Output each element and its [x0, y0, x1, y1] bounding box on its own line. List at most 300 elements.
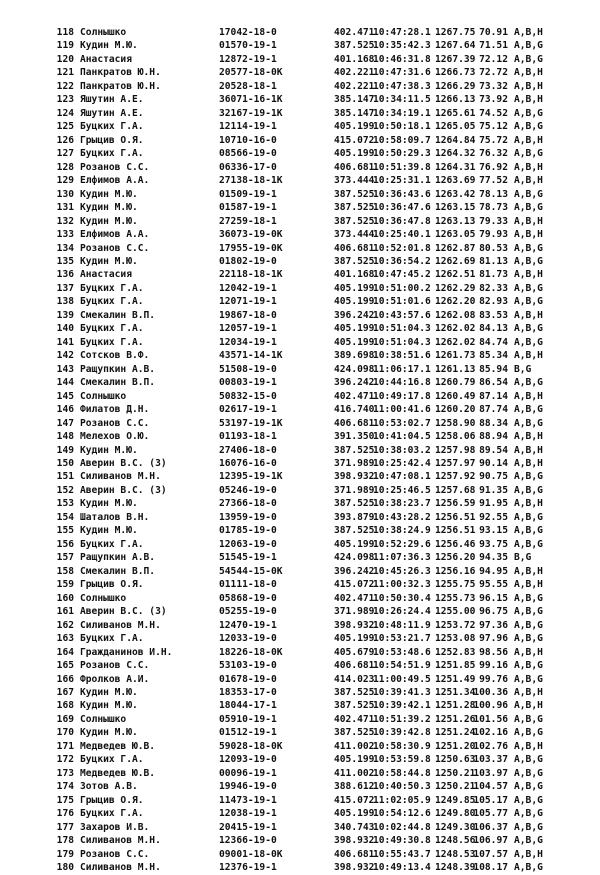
- row-distance: 398.932: [334, 619, 375, 631]
- row-coefficient: 94.35: [479, 552, 508, 564]
- row-time: 10:47:45.2: [373, 269, 431, 281]
- row-flags: A,B,H: [514, 700, 543, 712]
- table-row: [52, 619, 592, 632]
- row-flags: A,B,G: [514, 336, 543, 348]
- row-number: 129: [56, 175, 74, 187]
- row-speed: 1255.00: [435, 606, 476, 618]
- row-name: Буцких Г.А.: [80, 148, 144, 160]
- row-time: 10:47:28.1: [373, 27, 431, 38]
- row-speed: 1267.64: [435, 40, 476, 52]
- row-time: 10:51:39.2: [373, 713, 431, 725]
- row-distance: 401.168: [334, 53, 375, 65]
- row-ring-code: 17042-18-0: [219, 27, 277, 38]
- row-ring-code: 01512-19-1: [219, 727, 277, 739]
- row-coefficient: 86.54: [479, 377, 508, 389]
- row-distance: 415.072: [334, 134, 375, 146]
- table-row: [52, 592, 592, 605]
- row-flags: A,B,G: [514, 835, 543, 847]
- row-coefficient: 105.17: [473, 794, 508, 806]
- table-row: [52, 403, 592, 416]
- table-row: [52, 753, 592, 766]
- row-speed: 1260.20: [435, 404, 476, 416]
- row-time: 11:02:05.9: [373, 794, 431, 806]
- row-name: Аверин В.С. (3): [80, 458, 167, 469]
- row-number: 174: [56, 781, 74, 793]
- row-speed: 1263.15: [435, 202, 476, 214]
- row-coefficient: 80.53: [479, 242, 508, 254]
- table-row: [52, 188, 592, 201]
- row-ring-code: 59028-18-0K: [219, 740, 283, 752]
- row-flags: A,B,G: [514, 821, 543, 833]
- row-distance: 391.350: [334, 431, 375, 443]
- row-flags: A,B,G: [514, 404, 543, 416]
- row-ring-code: 53103-19-0: [219, 660, 277, 672]
- row-name: Фролков А.И.: [80, 673, 150, 685]
- row-name: Буцких Г.А.: [80, 754, 144, 766]
- row-ring-code: 22118-18-1K: [219, 269, 283, 281]
- row-coefficient: 71.51: [479, 40, 508, 52]
- row-time: 10:34:11.5: [373, 94, 431, 106]
- row-coefficient: 70.91: [479, 27, 508, 38]
- row-name: Смекалин В.П.: [80, 377, 156, 389]
- row-name: Розанов С.С.: [80, 848, 150, 860]
- row-flags: A,B,G: [514, 107, 543, 119]
- row-time: 11:00:32.3: [373, 579, 431, 591]
- table-row: [52, 605, 592, 618]
- table-row: [52, 686, 592, 699]
- table-row: [52, 376, 592, 389]
- row-number: 164: [56, 646, 74, 658]
- row-ring-code: 27259-18-1: [219, 215, 277, 227]
- row-flags: A,B,G: [514, 660, 543, 672]
- row-number: 128: [56, 161, 74, 173]
- row-speed: 1262.51: [435, 269, 476, 281]
- row-distance: 396.242: [334, 377, 375, 389]
- row-number: 138: [56, 296, 74, 308]
- row-ring-code: 12042-19-1: [219, 282, 277, 294]
- row-number: 175: [56, 794, 74, 806]
- row-distance: 405.199: [334, 336, 375, 348]
- row-name: Буцких Г.А.: [80, 538, 144, 550]
- row-name: Медведев Ю.В.: [80, 740, 156, 752]
- row-number: 179: [56, 848, 74, 860]
- row-number: 127: [56, 148, 74, 160]
- row-time: 10:44:16.8: [373, 377, 431, 389]
- table-row: [52, 242, 592, 255]
- row-coefficient: 99.16: [479, 660, 508, 672]
- row-name: Силиванов М.Н.: [80, 862, 161, 874]
- row-time: 10:53:48.6: [373, 646, 431, 658]
- row-distance: 385.147: [334, 94, 375, 106]
- row-distance: 387.525: [334, 188, 375, 200]
- table-row: [52, 363, 592, 376]
- row-flags: A,B,G: [514, 53, 543, 65]
- row-flags: A,B,H: [514, 309, 543, 321]
- row-flags: A,B,G: [514, 377, 543, 389]
- row-speed: 1252.83: [435, 646, 476, 658]
- row-speed: 1262.29: [435, 282, 476, 294]
- table-row: [52, 93, 592, 106]
- row-speed: 1262.69: [435, 255, 476, 267]
- row-distance: 405.679: [334, 646, 375, 658]
- row-name: Смекалин В.П.: [80, 309, 156, 321]
- row-distance: 387.525: [334, 727, 375, 739]
- row-name: Буцких Г.А.: [80, 633, 144, 645]
- row-speed: 1260.49: [435, 390, 476, 402]
- row-number: 165: [56, 660, 74, 672]
- row-name: Смекалин В.П.: [80, 565, 156, 577]
- row-time: 10:35:42.3: [373, 40, 431, 52]
- row-ring-code: 18044-17-1: [219, 700, 277, 712]
- row-time: 10:55:43.7: [373, 848, 431, 860]
- row-distance: 398.932: [334, 835, 375, 847]
- row-distance: 402.471: [334, 592, 375, 604]
- row-number: 153: [56, 498, 74, 510]
- row-distance: 411.002: [334, 767, 375, 779]
- row-ring-code: 09001-18-0K: [219, 848, 283, 860]
- row-coefficient: 85.94: [479, 363, 508, 375]
- table-row: [52, 268, 592, 281]
- table-row: [52, 120, 592, 133]
- row-number: 147: [56, 417, 74, 429]
- row-ring-code: 12038-19-1: [219, 808, 277, 820]
- row-flags: A,B,H: [514, 848, 543, 860]
- row-name: Ращупкин А.В.: [80, 552, 156, 564]
- row-flags: A,B,G: [514, 767, 543, 779]
- row-time: 10:39:42.1: [373, 700, 431, 712]
- row-number: 137: [56, 282, 74, 294]
- row-number: 148: [56, 431, 74, 443]
- row-distance: 402.221: [334, 80, 375, 92]
- row-speed: 1257.97: [435, 458, 476, 469]
- row-coefficient: 75.12: [479, 121, 508, 133]
- row-distance: 405.199: [334, 282, 375, 294]
- row-speed: 1255.75: [435, 579, 476, 591]
- row-coefficient: 76.32: [479, 148, 508, 160]
- row-time: 10:58:44.8: [373, 767, 431, 779]
- row-ring-code: 05246-19-0: [219, 484, 277, 496]
- row-ring-code: 19867-18-0: [219, 309, 277, 321]
- row-distance: 387.525: [334, 40, 375, 52]
- row-distance: 402.471: [334, 713, 375, 725]
- row-name: Зотов А.В.: [80, 781, 138, 793]
- row-coefficient: 96.15: [479, 592, 508, 604]
- row-name: Шаталов В.Н.: [80, 511, 150, 523]
- row-time: 10:43:57.6: [373, 309, 431, 321]
- table-row: [52, 53, 592, 66]
- row-time: 10:41:04.5: [373, 431, 431, 443]
- row-number: 130: [56, 188, 74, 200]
- table-row: [52, 834, 592, 847]
- row-ring-code: 27138-18-1K: [219, 175, 283, 187]
- row-distance: 405.199: [334, 148, 375, 160]
- row-name: Буцких Г.А.: [80, 336, 144, 348]
- table-row: [52, 390, 592, 403]
- row-ring-code: 53197-19-1K: [219, 417, 283, 429]
- table-row: [52, 794, 592, 807]
- row-flags: A,B,G: [514, 323, 543, 335]
- row-distance: 405.199: [334, 754, 375, 766]
- row-ring-code: 36073-19-0K: [219, 229, 283, 241]
- row-time: 10:02:44.8: [373, 821, 431, 833]
- row-time: 11:06:17.1: [373, 363, 431, 375]
- row-speed: 1251.34: [435, 686, 476, 698]
- row-number: 167: [56, 686, 74, 698]
- row-speed: 1258.06: [435, 431, 476, 443]
- row-number: 119: [56, 40, 74, 52]
- row-distance: 402.471: [334, 390, 375, 402]
- table-row: [52, 322, 592, 335]
- row-time: 10:38:51.6: [373, 350, 431, 362]
- row-flags: A,B,H: [514, 67, 543, 79]
- row-ring-code: 05868-19-0: [219, 592, 277, 604]
- row-flags: A,B,G: [514, 808, 543, 820]
- row-time: 10:25:31.1: [373, 175, 431, 187]
- row-ring-code: 02617-19-1: [219, 404, 277, 416]
- row-number: 173: [56, 767, 74, 779]
- row-name: Кудин М.Ю.: [80, 188, 138, 200]
- row-time: 10:50:29.3: [373, 148, 431, 160]
- row-distance: 387.525: [334, 686, 375, 698]
- row-number: 154: [56, 511, 74, 523]
- row-distance: 388.612: [334, 781, 375, 793]
- row-name: Аверин В.С. (3): [80, 484, 167, 496]
- row-speed: 1251.20: [435, 740, 476, 752]
- table-row: [52, 336, 592, 349]
- row-flags: A,B,G: [514, 188, 543, 200]
- row-ring-code: 01587-19-1: [219, 202, 277, 214]
- row-name: Солнышко: [80, 390, 127, 402]
- row-distance: 411.002: [334, 740, 375, 752]
- row-name: Розанов С.С.: [80, 660, 150, 672]
- row-speed: 1249.85: [435, 794, 476, 806]
- row-speed: 1267.39: [435, 53, 476, 65]
- row-coefficient: 76.92: [479, 161, 508, 173]
- row-flags: A,B,G: [514, 538, 543, 550]
- row-flags: A,B,G: [514, 525, 543, 537]
- row-time: 10:36:47.6: [373, 202, 431, 214]
- row-number: 161: [56, 606, 74, 618]
- table-row: [52, 861, 592, 874]
- row-speed: 1253.72: [435, 619, 476, 631]
- row-time: 10:48:11.9: [373, 619, 431, 631]
- row-flags: A,B,H: [514, 498, 543, 510]
- row-time: 10:40:50.3: [373, 781, 431, 793]
- row-time: 10:51:00.2: [373, 282, 431, 294]
- row-name: Яшутин А.Е.: [80, 107, 144, 119]
- row-flags: B,G: [514, 552, 532, 564]
- row-number: 171: [56, 740, 74, 752]
- table-row: [52, 780, 592, 793]
- row-speed: 1256.59: [435, 498, 476, 510]
- row-speed: 1266.29: [435, 80, 476, 92]
- table-row: [52, 726, 592, 739]
- row-number: 125: [56, 121, 74, 133]
- row-speed: 1264.32: [435, 148, 476, 160]
- row-ring-code: 18226-18-0K: [219, 646, 283, 658]
- row-ring-code: 12057-19-1: [219, 323, 277, 335]
- row-number: 143: [56, 363, 74, 375]
- table-row: [52, 673, 592, 686]
- row-distance: 387.525: [334, 444, 375, 456]
- row-name: Медведев Ю.В.: [80, 767, 156, 779]
- row-name: Филатов Д.Н.: [80, 404, 150, 416]
- row-speed: 1257.98: [435, 444, 476, 456]
- row-speed: 1256.46: [435, 538, 476, 550]
- row-number: 157: [56, 552, 74, 564]
- table-row: [52, 228, 592, 241]
- row-number: 159: [56, 579, 74, 591]
- row-time: 10:49:30.8: [373, 835, 431, 847]
- row-speed: 1266.13: [435, 94, 476, 106]
- row-speed: 1263.05: [435, 229, 476, 241]
- row-distance: 387.525: [334, 215, 375, 227]
- table-row: [52, 282, 592, 295]
- row-distance: 406.681: [334, 161, 375, 173]
- row-flags: A,B,H: [514, 579, 543, 591]
- row-ring-code: 12376-19-1: [219, 862, 277, 874]
- row-number: 124: [56, 107, 74, 119]
- row-name: Кудин М.Ю.: [80, 700, 138, 712]
- row-coefficient: 99.76: [479, 673, 508, 685]
- row-name: Силиванов М.Н.: [80, 471, 161, 483]
- row-coefficient: 82.93: [479, 296, 508, 308]
- row-ring-code: 01570-19-1: [219, 40, 277, 52]
- row-ring-code: 10710-16-0: [219, 134, 277, 146]
- row-name: Грыцив О.Я.: [80, 134, 144, 146]
- table-row: [52, 470, 592, 483]
- row-coefficient: 91.95: [479, 498, 508, 510]
- row-number: 121: [56, 67, 74, 79]
- table-row: [52, 511, 592, 524]
- row-coefficient: 95.55: [479, 579, 508, 591]
- row-distance: 415.072: [334, 579, 375, 591]
- row-name: Кудин М.Ю.: [80, 444, 138, 456]
- row-coefficient: 81.13: [479, 255, 508, 267]
- row-number: 178: [56, 835, 74, 847]
- row-coefficient: 100.96: [473, 700, 508, 712]
- row-number: 156: [56, 538, 74, 550]
- row-number: 149: [56, 444, 74, 456]
- row-flags: A,B,G: [514, 606, 543, 618]
- row-ring-code: 20415-19-1: [219, 821, 277, 833]
- row-coefficient: 107.57: [473, 848, 508, 860]
- row-ring-code: 12872-19-1: [219, 53, 277, 65]
- row-time: 10:38:24.9: [373, 525, 431, 537]
- row-number: 126: [56, 134, 74, 146]
- row-flags: A,B,G: [514, 202, 543, 214]
- row-speed: 1251.26: [435, 713, 476, 725]
- row-name: Ращупкин А.В.: [80, 363, 156, 375]
- row-coefficient: 89.54: [479, 444, 508, 456]
- row-ring-code: 12470-19-1: [219, 619, 277, 631]
- row-coefficient: 96.75: [479, 606, 508, 618]
- row-number: 131: [56, 202, 74, 214]
- row-time: 10:39:42.8: [373, 727, 431, 739]
- row-time: 10:47:31.6: [373, 67, 431, 79]
- row-flags: A,B,H: [514, 350, 543, 362]
- row-distance: 387.525: [334, 202, 375, 214]
- row-flags: A,B,G: [514, 417, 543, 429]
- row-coefficient: 98.56: [479, 646, 508, 658]
- row-time: 10:26:24.4: [373, 606, 431, 618]
- table-row: [52, 444, 592, 457]
- row-number: 123: [56, 94, 74, 106]
- row-speed: 1256.20: [435, 552, 476, 564]
- table-row: [52, 309, 592, 322]
- row-distance: 405.199: [334, 296, 375, 308]
- row-coefficient: 79.93: [479, 229, 508, 241]
- row-coefficient: 77.52: [479, 175, 508, 187]
- row-ring-code: 51545-19-1: [219, 552, 277, 564]
- row-number: 122: [56, 80, 74, 92]
- table-row: [52, 497, 592, 510]
- row-distance: 340.743: [334, 821, 375, 833]
- row-time: 10:49:13.4: [373, 862, 431, 874]
- row-distance: 387.525: [334, 498, 375, 510]
- row-ring-code: 16076-16-0: [219, 458, 277, 469]
- row-ring-code: 27366-18-0: [219, 498, 277, 510]
- row-name: Кудин М.Ю.: [80, 727, 138, 739]
- row-number: 177: [56, 821, 74, 833]
- row-distance: 393.879: [334, 511, 375, 523]
- row-number: 155: [56, 525, 74, 537]
- row-ring-code: 01193-18-1: [219, 431, 277, 443]
- table-row: [52, 848, 592, 861]
- table-row: [52, 147, 592, 160]
- row-ring-code: 50832-15-0: [219, 390, 277, 402]
- row-flags: A,B,G: [514, 794, 543, 806]
- row-distance: 406.681: [334, 848, 375, 860]
- row-speed: 1264.84: [435, 134, 476, 146]
- row-coefficient: 74.52: [479, 107, 508, 119]
- table-row: [52, 430, 592, 443]
- row-distance: 424.098: [334, 552, 375, 564]
- row-flags: A,B,G: [514, 511, 543, 523]
- table-row: [52, 215, 592, 228]
- row-coefficient: 90.75: [479, 471, 508, 483]
- row-ring-code: 08566-19-0: [219, 148, 277, 160]
- row-number: 139: [56, 309, 74, 321]
- row-flags: A,B,H: [514, 565, 543, 577]
- row-name: Анастасия: [80, 269, 132, 281]
- row-coefficient: 104.57: [473, 781, 508, 793]
- row-distance: 371.989: [334, 484, 375, 496]
- row-name: Сотсков В.Ф.: [80, 350, 150, 362]
- row-time: 10:25:46.5: [373, 484, 431, 496]
- row-name: Кудин М.Ю.: [80, 686, 138, 698]
- row-coefficient: 78.13: [479, 188, 508, 200]
- row-name: Грыцив О.Я.: [80, 794, 144, 806]
- row-distance: 405.199: [334, 633, 375, 645]
- row-flags: A,B,H: [514, 646, 543, 658]
- row-speed: 1248.56: [435, 835, 476, 847]
- row-time: 10:50:18.1: [373, 121, 431, 133]
- row-time: 10:46:31.8: [373, 53, 431, 65]
- row-speed: 1267.75: [435, 27, 476, 38]
- row-coefficient: 81.73: [479, 269, 508, 281]
- row-distance: 387.525: [334, 255, 375, 267]
- row-time: 10:51:01.6: [373, 296, 431, 308]
- row-time: 10:51:39.8: [373, 161, 431, 173]
- row-name: Буцких Г.А.: [80, 296, 144, 308]
- row-coefficient: 94.95: [479, 565, 508, 577]
- row-coefficient: 97.36: [479, 619, 508, 631]
- row-number: 170: [56, 727, 74, 739]
- row-flags: A,B,G: [514, 296, 543, 308]
- table-row: [52, 565, 592, 578]
- row-coefficient: 93.15: [479, 525, 508, 537]
